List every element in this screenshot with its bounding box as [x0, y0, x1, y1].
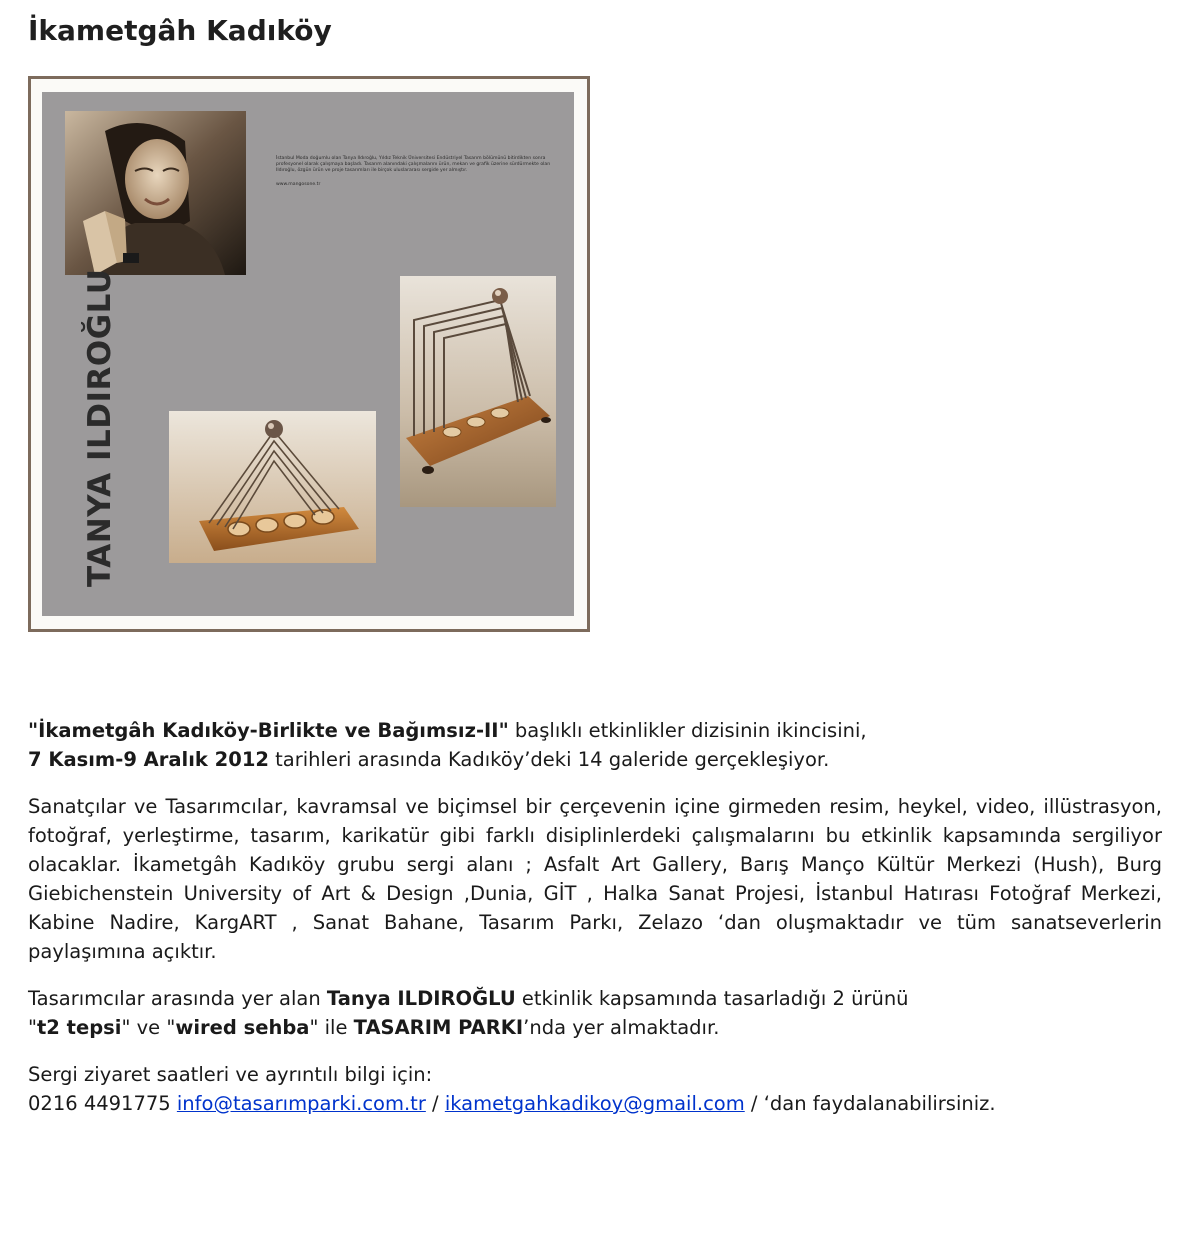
contact-line — [28, 1089, 1162, 1118]
quote-mark: " — [28, 1016, 37, 1039]
contact-intro: Sergi ziyaret saatleri ve ayrıntılı bilgi için: — [28, 1063, 433, 1086]
intro-text: başlıklı etkinlikler dizisinin ikincisini, — [508, 719, 867, 742]
artist-portrait-photo — [65, 111, 246, 275]
product-name-t2-tepsi: t2 tepsi — [36, 1016, 122, 1039]
product-name-wired-sehba: wired sehba — [175, 1016, 310, 1039]
dates-text: tarihleri arasında Kadıköy’deki 14 galeride gerçekleşiyor. — [268, 748, 830, 771]
event-name — [28, 719, 509, 742]
poster-canvas — [42, 92, 574, 616]
connector-text: " ve " — [121, 1016, 176, 1039]
event-name-text: İkametgâh Kadıköy-Birlikte ve Bağımsız-II — [38, 719, 499, 742]
product-photo-wired-sehba — [400, 276, 556, 507]
designer-rest-text: etkinlik kapsamında tasarladığı 2 ürünü — [515, 987, 909, 1010]
phone-number: 0216 4491775 — [28, 1092, 177, 1115]
designer-name: Tanya ILDIROĞLU — [326, 987, 516, 1010]
separator: / — [425, 1092, 445, 1115]
venues-paragraph: Sanatçılar ve Tasarımcılar, kavramsal ve biçimsel bir çerçevenin içine girmeden resim, heykel, video, illüstrasyon, fotoğraf, yerleştirme, tasarım, karikatür gibi farklı disiplinlerdeki çalışmalarını bu etkinlik kapsamında sergiliyor olacaklar. İkametgâh Kadıköy grubu sergi alanı ; Asfalt Art Gallery, Barış Manço Kültür Merkezi (Hush), Burg Giebichenstein University of Art & Design ,Dunia, GİT , Halka Sanat Projesi, İstanbul Hatırası Fotoğraf Merkezi, Kabine Nadire, KargART , Sanat Bahane, Tasarım Parkı, Zelazo ‘dan oluşmaktadır ve tüm sanatseverlerin paylaşımına açıktır. — [28, 795, 1162, 963]
quote-mark: " — [28, 719, 39, 742]
contact-end-text: / ‘dan faydalanabilirsiniz. — [744, 1092, 996, 1115]
artist-name-vertical: TANYA ILDIROĞLU — [82, 268, 118, 587]
email-link-tasarimparki[interactable]: info@tasarımparki.com.tr — [176, 1092, 426, 1115]
venue-name: TASARIM PARKI — [353, 1016, 524, 1039]
venue-rest-text: ’nda yer almaktadır. — [523, 1016, 720, 1039]
intro-paragraph-line2 — [28, 745, 1162, 774]
product-photo-t2-tepsi — [169, 411, 376, 563]
artist-bio — [276, 156, 558, 188]
event-dates: 7 Kasım-9 Aralık 2012 — [28, 748, 269, 771]
intro-paragraph-line1 — [28, 716, 1162, 745]
designer-paragraph-line2 — [28, 1013, 1162, 1042]
quote-mark: " — [498, 719, 509, 742]
event-poster — [28, 76, 590, 632]
artist-bio-text: İstanbul Moda doğumlu olan Tanya Ildıroğlu, Yıldız Teknik Üniversitesi Endüstriyel Tasarım bölümünü bitirdikten sonra profesyonel olarak çalışmaya başladı. Tasarım alanındaki çalışmalarını ürün, mekan ve grafik üzerine sürdürmekte olan Ildıroğlu, özgün ürün ve proje tasarımları ile birçok uluslararası sergide yer almıştır. — [276, 156, 551, 173]
connector-text: " ile — [309, 1016, 354, 1039]
article-body — [28, 716, 1162, 1118]
email-link-ikametgah[interactable]: ikametgahkadikoy@gmail.com — [444, 1092, 745, 1115]
designer-paragraph-line1 — [28, 984, 1162, 1013]
artist-bio-url: www.mangosone.tr — [276, 182, 321, 187]
designer-lead-text: Tasarımcılar arasında yer alan — [28, 987, 327, 1010]
page-title: İkametgâh Kadıköy — [28, 14, 332, 47]
